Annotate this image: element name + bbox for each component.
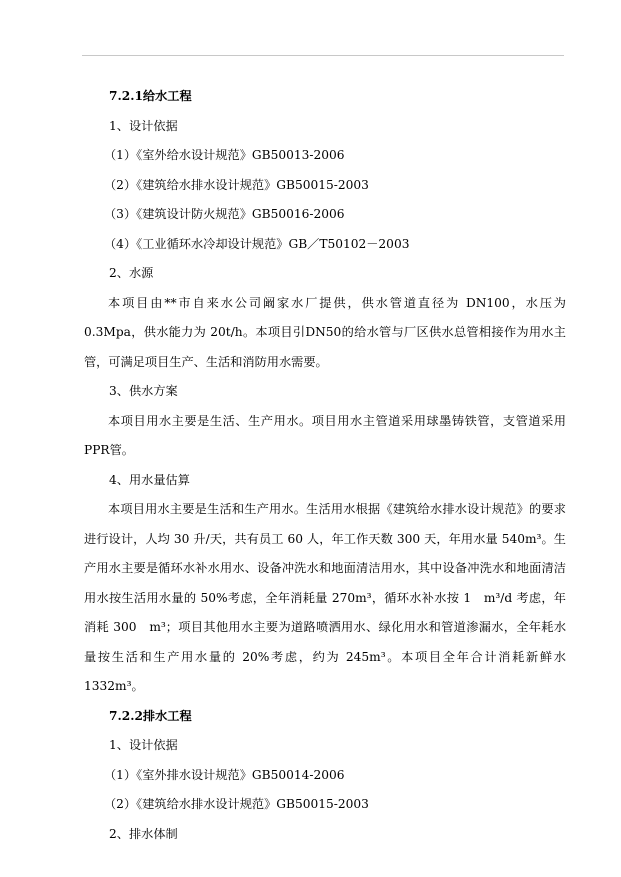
reference-item: （2）《建筑给水排水设计规范》GB50015-2003 [104, 177, 369, 192]
reference-item: （3）《建筑设计防火规范》GB50016-2006 [104, 207, 345, 221]
paragraph-water-estimate: 本项目用水主要是生活和生产用水。生活用水根据《建筑给水排水设计规范》的要求进行设计，人均 30 升/天，共有员工 60 人，年工作天数 300 天，年用水量 540m³。生产用水主要是循环水补水用水、设备冲洗水和地面清洁用水，其中设备冲洗水和地面清洁用水按生活用水量的 50%考虑，全年消耗量 270m³，循环水补水按 1 m³/d 考虑，年消耗 300 m³；项目其他用水主要为道路喷洒用水、绿化用水和管道渗漏水，全年耗水量按生活和生产用水量的 20%考虑，约为 245m³。本项目全年合计消耗新鲜水 1332m³。 [84, 502, 566, 693]
subheading-water-estimate: 4、用水量估算 [109, 472, 190, 487]
paragraph-supply-plan: 本项目用水主要是生活、生产用水。项目用水主管道采用球墨铸铁管，支管道采用PPR管。 [84, 413, 566, 457]
subheading-design-basis: 1、设计依据 [109, 118, 178, 133]
subheading-supply-plan: 3、供水方案 [109, 384, 178, 398]
subheading-water-source: 2、水源 [109, 266, 154, 280]
reference-item: （4）《工业循环水冷却设计规范》GB／T50102－2003 [104, 236, 410, 251]
reference-item: （1）《室外排水设计规范》GB50014-2006 [104, 767, 345, 782]
paragraph-water-source: 本项目由**市自来水公司阚家水厂提供，供水管道直径为 DN100，水压为 0.3Mpa，供水能力为 20t/h。本项目引DN50的给水管与厂区供水总管相接作为用水主管，可满足项目生产、生活和消防用水需要。 [84, 295, 566, 369]
reference-item: （2）《建筑给水排水设计规范》GB50015-2003 [104, 797, 369, 811]
subheading-drainage-basis: 1、设计依据 [109, 738, 178, 752]
reference-item: （1）《室外给水设计规范》GB50013-2006 [104, 148, 345, 162]
subheading-drainage-system: 2、排水体制 [109, 826, 178, 841]
section-heading-water-supply: 7.2.1给水工程 [109, 89, 192, 103]
section-heading-drainage: 7.2.2排水工程 [109, 708, 192, 723]
header-rule [82, 55, 564, 56]
document-body [84, 82, 566, 849]
